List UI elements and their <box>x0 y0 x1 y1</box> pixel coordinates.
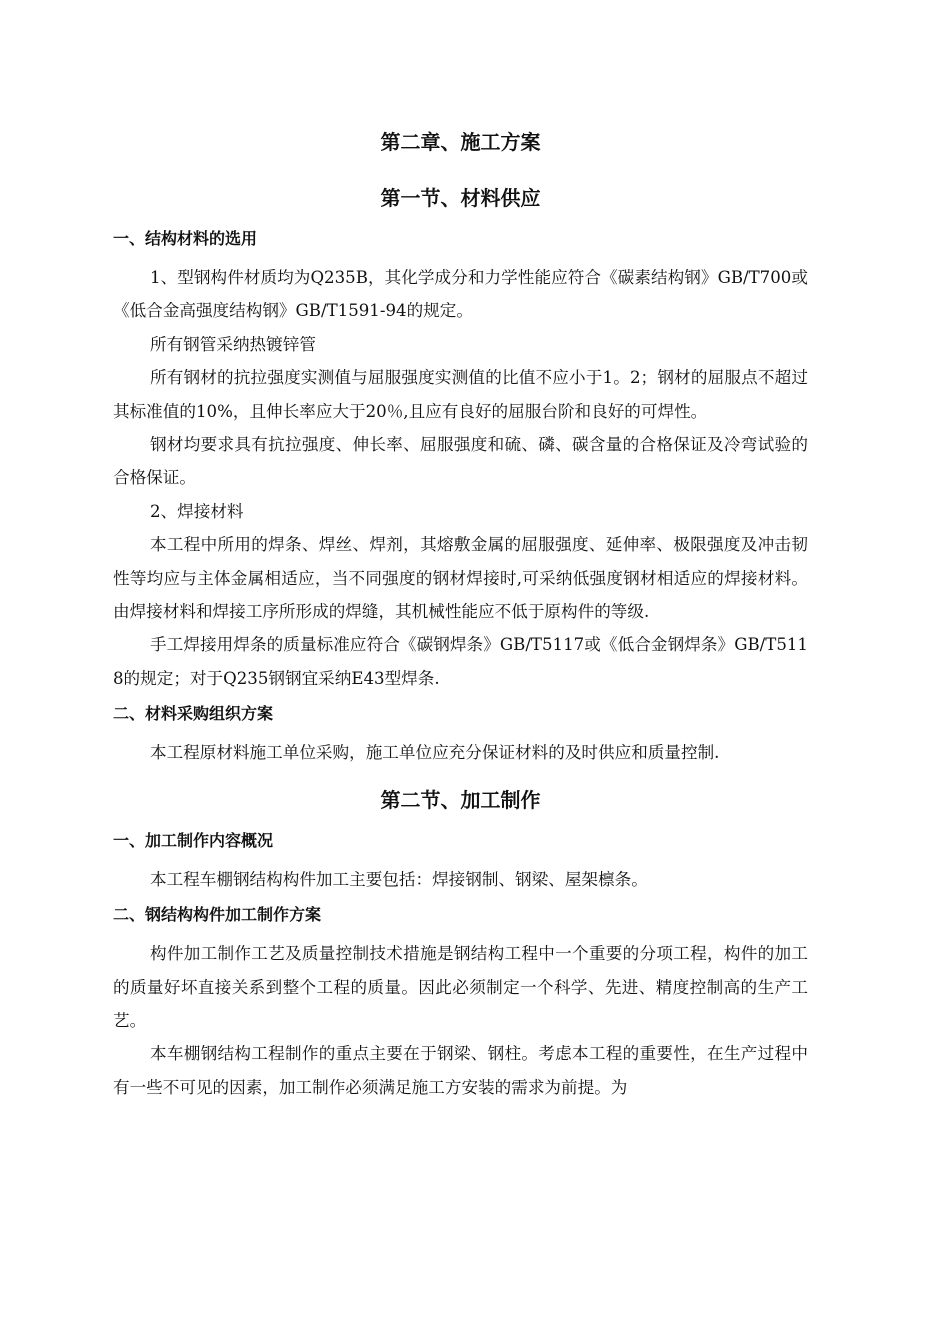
paragraph-welding-material-label: 2、焊接材料 <box>150 501 244 521</box>
paragraph-procurement: 本工程原材料施工单位采购，施工单位应充分保证材料的及时供应和质量控制. <box>150 743 720 763</box>
paragraph-key-points: 本车棚钢结构工程制作的重点主要在于钢梁、钢柱。考虑本工程的重要性，在生产过程中有一些不可见的因素，加工制作必须满足施工方安装的需求为前提。为 <box>113 1044 808 1097</box>
chapter-title: 第二章、施工方案 <box>380 130 541 154</box>
section-title-fabrication: 第二节、加工制作 <box>380 787 541 812</box>
paragraph-strength-ratio: 所有钢材的抗拉强度实测值与屈服强度实测值的比值不应小于1。2；钢材的屈服点不超过其标准值的10%，且伸长率应大于20％,且应有良好的屈服台阶和良好的可焊性。 <box>113 368 808 421</box>
paragraph-quality-guarantee: 钢材均要求具有抗拉强度、伸长率、屈服强度和硫、磷、碳含量的合格保证及冷弯试验的合格保证。 <box>113 435 808 488</box>
paragraph-welding-requirements: 本工程中所用的焊条、焊丝、焊剂，其熔敷金属的屈服强度、延伸率、极限强度及冲击韧性等均应与主体金属相适应，当不同强度的钢材焊接时,可采纳低强度钢材相适应的焊接材料。由焊接材料和焊接工序所形成的焊缝，其机械性能应不低于原构件的等级. <box>113 535 808 622</box>
paragraph-fabrication-scope: 本工程车棚钢结构构件加工主要包括：焊接钢制、钢梁、屋架檩条。 <box>150 869 648 889</box>
heading-structural-material-selection: 一、结构材料的选用 <box>113 229 258 248</box>
heading-procurement-plan: 二、材料采购组织方案 <box>113 704 274 724</box>
paragraph-electrode-standard: 手工焊接用焊条的质量标准应符合《碳钢焊条》GB/T5117或《低合金钢焊条》GB/T5118的规定；对于Q235钢钢宜采纳E43型焊条. <box>113 635 808 688</box>
paragraph-steel-grade: 1、型钢构件材质均为Q235B，其化学成分和力学性能应符合《碳素结构钢》GB/T700或《低合金高强度结构钢》GB/T1591-94的规定。 <box>113 268 808 321</box>
paragraph-galvanized-pipe: 所有钢管采纳热镀锌管 <box>150 334 316 354</box>
section-title-material-supply: 第一节、材料供应 <box>380 186 541 210</box>
heading-fabrication-overview: 一、加工制作内容概况 <box>113 830 274 850</box>
heading-fabrication-plan: 二、钢结构构件加工制作方案 <box>113 905 322 925</box>
document-page <box>113 128 808 1104</box>
paragraph-process-quality: 构件加工制作工艺及质量控制技术措施是钢结构工程中一个重要的分项工程，构件的加工的质量好坏直接关系到整个工程的质量。因此必须制定一个科学、先进、精度控制高的生产工艺。 <box>113 944 808 1030</box>
